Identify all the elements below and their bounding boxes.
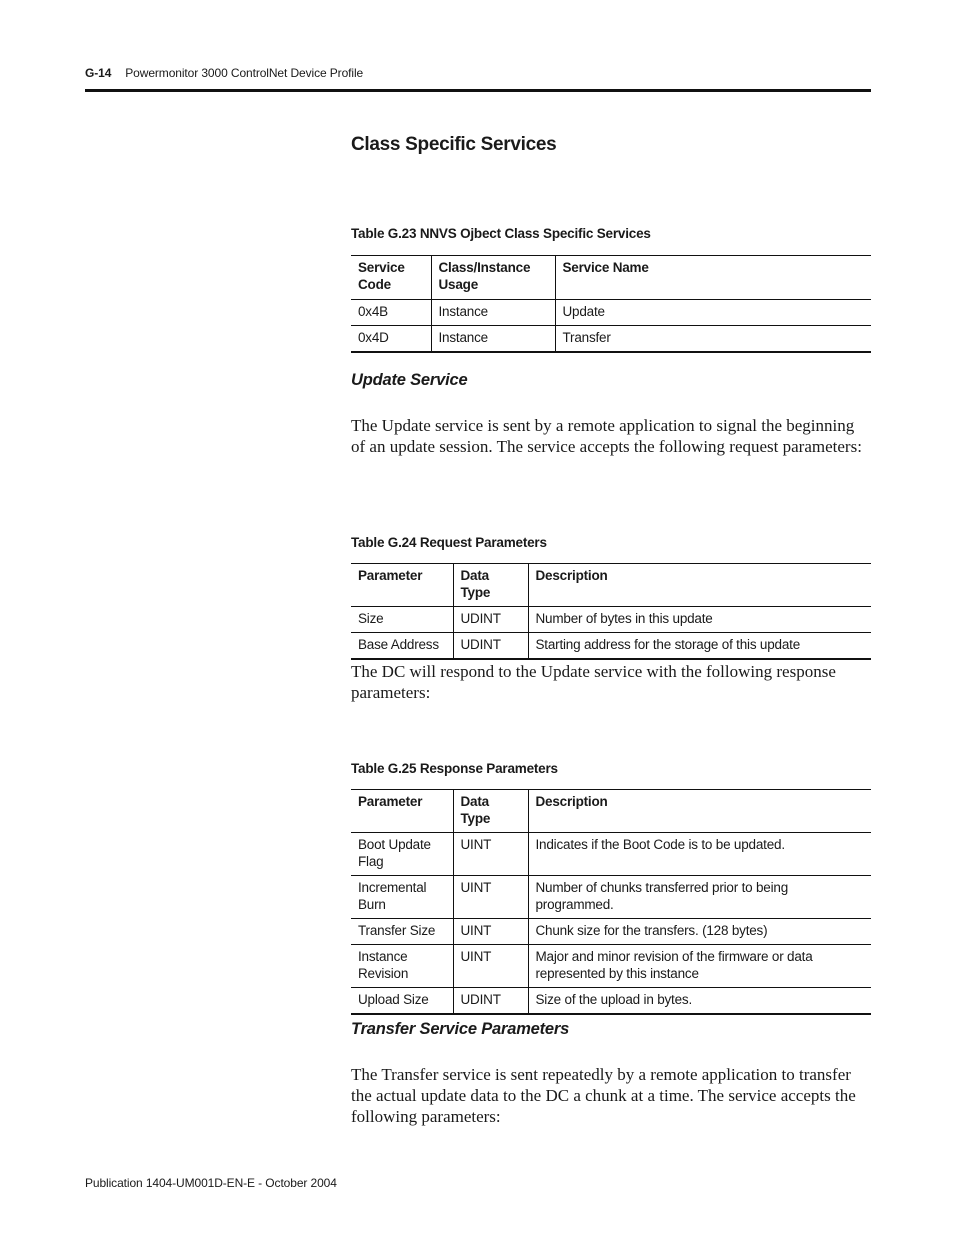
column-header: Parameter [351,790,453,833]
table-cell: Transfer [555,326,871,353]
table-g23-caption: Table G.23 NNVS Ojbect Class Specific Services [351,226,651,241]
table-cell: Major and minor revision of the firmware or data represented by this instance [528,945,871,988]
table-row [351,876,871,919]
table-g24-caption: Table G.24 Request Parameters [351,535,547,550]
column-header: Service Code [351,256,431,300]
table-row [351,919,871,945]
table-cell: Chunk size for the transfers. (128 bytes) [528,919,871,945]
table-row [351,988,871,1015]
table-cell: UINT [453,876,528,919]
table-g25 [351,789,871,1015]
running-header [85,66,871,80]
table-cell: UDINT [453,607,528,633]
running-title: Powermonitor 3000 ControlNet Device Profile [125,66,364,80]
header-rule [85,89,871,92]
table-cell: Instance [431,326,555,353]
section-title: Class Specific Services [351,134,557,155]
table-cell: UINT [453,945,528,988]
table-cell: UDINT [453,633,528,660]
transfer-service-paragraph: The Transfer service is sent repeatedly by a remote application to transfer the actual update data to the DC a chunk at a time. The service accepts the following parameters: [351,1065,856,1126]
update-service-paragraph: The Update service is sent by a remote application to signal the beginning of an update session. The service accepts the following request parameters: [351,416,862,456]
column-header: Data Type [453,790,528,833]
table-cell: Incremental Burn [351,876,453,919]
table-header-row [351,790,871,833]
column-header: Data Type [453,564,528,607]
table-cell: Base Address [351,633,453,660]
table-row [351,607,871,633]
response-intro-paragraph: The DC will respond to the Update service with the following response parameters: [351,662,836,702]
table-cell: Starting address for the storage of this update [528,633,871,660]
table-cell: Update [555,300,871,326]
table-header-row [351,256,871,300]
table-cell: Number of chunks transferred prior to being programmed. [528,876,871,919]
column-header: Parameter [351,564,453,607]
table-g23 [351,255,871,353]
table-cell: Upload Size [351,988,453,1015]
column-header: Service Name [555,256,871,300]
table-cell: Number of bytes in this update [528,607,871,633]
table-cell: 0x4B [351,300,431,326]
update-service-heading: Update Service [351,371,468,389]
table-row [351,326,871,353]
table-cell: Boot Update Flag [351,833,453,876]
table-g24 [351,563,871,660]
table-header-row [351,564,871,607]
table-row [351,833,871,876]
table-cell: UINT [453,833,528,876]
table-cell: UINT [453,919,528,945]
column-header: Description [528,790,871,833]
publication-footer: Publication 1404-UM001D-EN-E - October 2004 [85,1176,337,1190]
table-cell: Transfer Size [351,919,453,945]
table-row [351,300,871,326]
table-cell: 0x4D [351,326,431,353]
table-cell: UDINT [453,988,528,1015]
table-cell: Indicates if the Boot Code is to be updated. [528,833,871,876]
transfer-service-heading: Transfer Service Parameters [351,1020,570,1038]
table-cell: Size [351,607,453,633]
column-header: Class/Instance Usage [431,256,555,300]
table-cell: Instance Revision [351,945,453,988]
table-cell: Instance [431,300,555,326]
page-number: G-14 [85,66,112,80]
table-g25-caption: Table G.25 Response Parameters [351,761,558,776]
column-header: Description [528,564,871,607]
table-row [351,945,871,988]
table-row [351,633,871,660]
table-cell: Size of the upload in bytes. [528,988,871,1015]
